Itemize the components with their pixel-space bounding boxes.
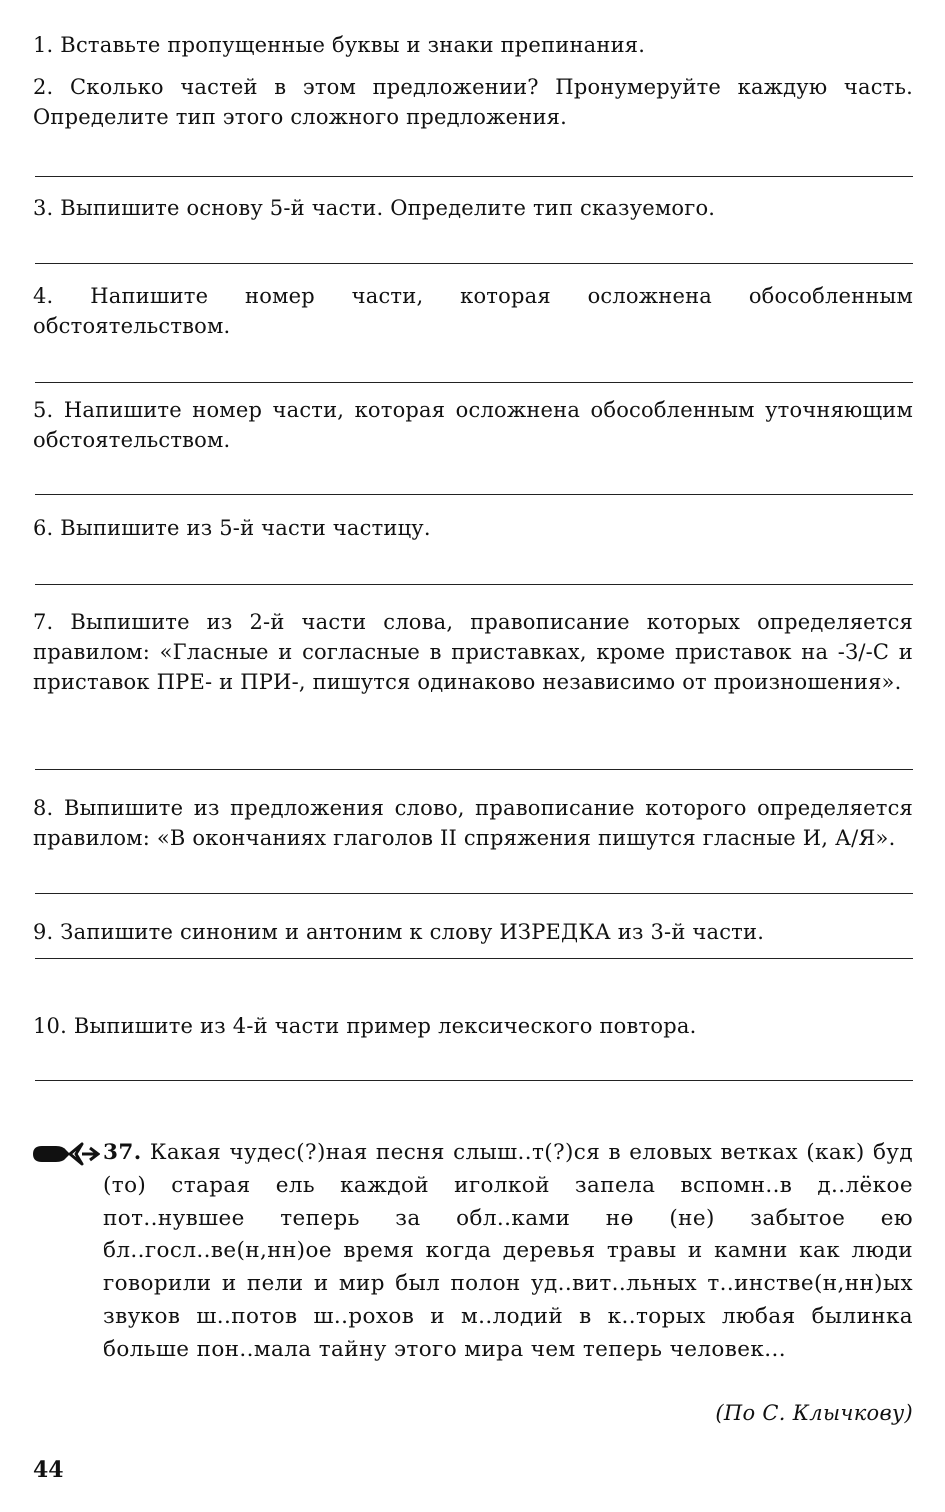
answer-line-9[interactable] [35,958,913,959]
exercise-text: Какая чудес(?)ная песня слыш..т(?)ся в еловых ветках (как) буд (то) старая ель каждой иголкой запела вспомн..в д..лёкое пот..нувшее теперь за обл..ками нө (не) забытое ею бл..госл..ве(н,нн)ое время когда деревья травы и камни как люди говорили и пели и мир был полон уд..вит..льных т..инстве(н,нн)ых звуков ш..потов ш..рохов и м..лодий в к..торых любая былинка больше пон..мала тайну этого мира чем теперь человек... [103,1140,913,1362]
exercise-37 [103,1137,913,1367]
page-number: 44 [33,1457,64,1483]
question-4: 4. Напишите номер части, которая осложнена обособленным обстоятельством. [33,284,913,338]
exercise-number: 37. [103,1140,142,1165]
answer-line-7[interactable] [35,769,913,770]
listening-exercise-icon [30,1141,100,1167]
answer-line-3[interactable] [35,263,913,264]
exercise-source: (По С. Клычкову) [715,1401,913,1425]
answer-line-4[interactable] [35,382,913,383]
answer-line-8[interactable] [35,893,913,894]
question-6: 6. Выпишите из 5-й части частицу. [33,516,431,540]
answer-line-10[interactable] [35,1080,913,1081]
answer-line-6[interactable] [35,584,913,585]
question-9: 9. Запишите синоним и антоним к слову ИЗРЕДКА из 3-й части. [33,920,765,944]
question-5: 5. Напишите номер части, которая осложнена обособленным уточняющим обстоятельством. [33,398,913,452]
answer-line-5[interactable] [35,494,913,495]
question-1: 1. Вставьте пропущенные буквы и знаки препинания. [33,33,646,57]
question-2: 2. Сколько частей в этом предложении? Пронумеруйте каждую часть. Определите тип этого сложного предложения. [33,75,913,129]
question-7: 7. Выпишите из 2-й части слова, правописание которых определяется правилом: «Гласные и согласные в приставках, кроме приставок на -З/-С и приставок ПРЕ- и ПРИ-, пишутся одинаково независимо от произношения». [33,610,913,694]
answer-line-2[interactable] [35,176,913,177]
question-10: 10. Выпишите из 4-й части пример лексического повтора. [33,1014,697,1038]
question-8: 8. Выпишите из предложения слово, правописание которого определяется правилом: «В окончаниях глаголов II спряжения пишутся гласные И, А/Я». [33,796,913,850]
question-3: 3. Выпишите основу 5-й части. Определите тип сказуемого. [33,196,716,220]
